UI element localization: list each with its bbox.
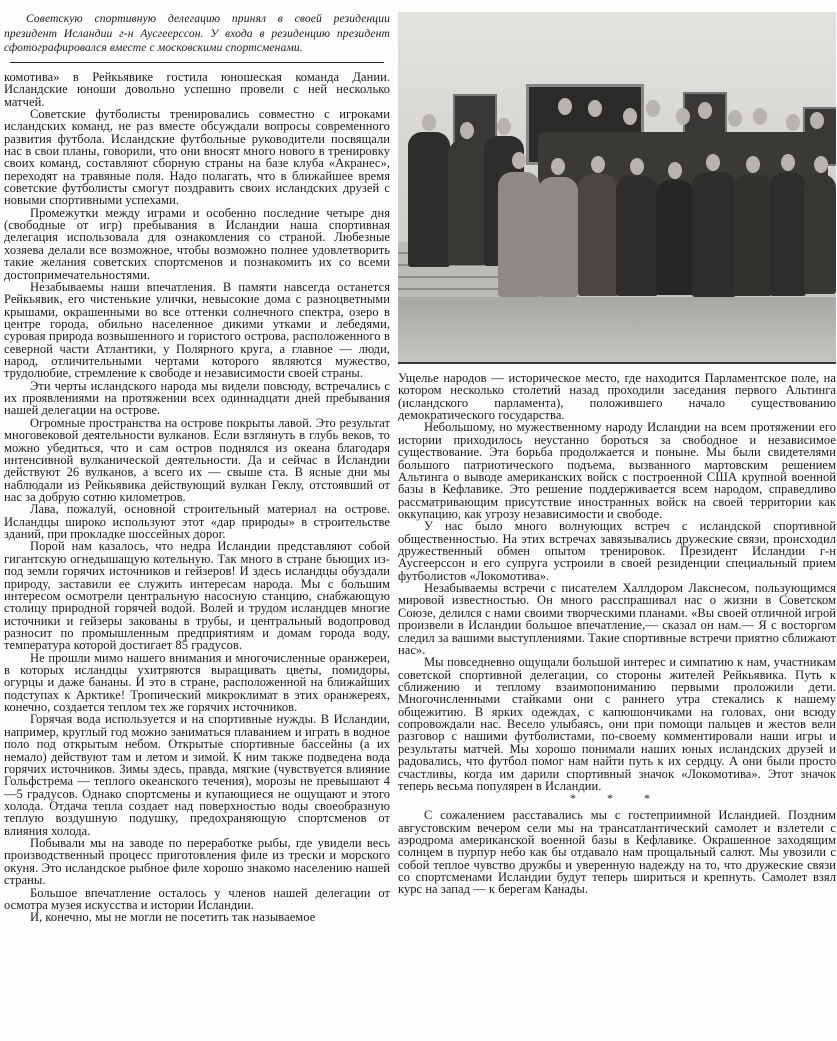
paragraph: комотива» в Рейкьявике гостила юношеская команда Дании. Исландские юноши довольно успешно провели с ней несколько матчей. <box>4 69 390 109</box>
paragraph: У нас было много волнующих встреч с исландской спортивной общественностью. На этих встречах завязывались дружеские связи, происходил дружественный обмен опытом тренировок. Президент Исландии г-н Аусгеерссон и его супруга устроили в своей резиденции специальный прием футболистов «Локомотива». <box>398 519 836 583</box>
right-column-text <box>398 372 836 896</box>
photo-caption <box>4 12 390 56</box>
paragraph: И, конечно, мы не могли не посетить так называемое <box>30 910 316 925</box>
paragraph: Лава, пожалуй, основной строительный материал на острове. Исландцы широко используют этот «дар природы» в строительстве зданий, при прокладке шоссейных дорог. <box>4 502 390 542</box>
paragraph: Небольшому, но мужественному народу Исландии на всем протяжении его истории приходилось неустанно бороться за свободное и независимое существование. Эта борьба продолжается и поныне. Мы были свидетелями большого патриотического подъема, вызванного мартовским решением Альтинга о выводе американских войск с построенной США крупной военной базы в Кефлавике. Это решение поддерживается всем народом, справедливо рассматривающим присутствие иностранных войск на своей территории как оккупацию, как угрозу независимости и свободе. <box>398 420 836 521</box>
paragraph: Промежутки между играми и особенно последние четыре дня (свободные от игр) пребывания в Исландии наша спортивная делегация использовала для ознакомления со страной. Любезные хозяева делали все возможное, чтобы возможно полнее удовлетворить такие желания советских спортсменов и познакомить их со всеми достопримечательностями. <box>4 205 390 282</box>
paragraph: Ущелье народов — историческое место, где находится Парламентское поле, на котором несколько столетий назад проходили заседания первого Альтинга (исландского парламента), положившего начало существованию демократического государства. <box>398 371 836 423</box>
paragraph: Большое впечатление осталось у членов нашей делегации от осмотра музея искусства и истории Исландии. <box>4 885 390 912</box>
photo-caption-text: Советскую спортивную делегацию принял в своей резиденции президент Исландии г-н Аусгеерссон. У входа в резиденцию президент сфотографировался вместе с московскими спортсменами. <box>4 12 390 55</box>
paragraph: Незабываемы встречи с писателем Халлдором Лакснесом, пользующимся мировой известностью. Он много расспрашивал нас о жизни в Советском Союзе, делился с нами своими творческими планами. «Вы своей отличной игрой произвели в Исландии большое впечатление,— сказал он нам.— Я с восторгом следил за вашими выступлениями. Такие спортивные встречи приятно сближают нас». <box>398 581 836 657</box>
photo-crowd <box>398 102 836 307</box>
paragraph: Не прошли мимо нашего внимания и многочисленные оранжереи, в которых исландцы ухитряются выращивать цветы, помидоры, огурцы и даже бананы. И это в стране, расположенной на ближайших подступах к Арктике! Тропический микроклимат в этих оранжереях, конечно, создается теплом тех же горячих источников. <box>4 650 390 715</box>
paragraph: Горячая вода используется и на спортивные нужды. В Исландии, например, круглый год можно заниматься плаванием и играть в водное поло под открытым небом. Открытые спортивные бассейны (а их немало) действуют там и летом и зимой. К ним также подведена вода горячих источников. Зимы здесь, правда, мягкие (чувствуется влияние Гольфстрема — теплого океанского течения), морозы не превышают 4—5 градусов. Однако спортсмены и купающиеся не ощущают и этого холода. Отдача тепла создает над поверхностью воды своеобразную теплую воздушную подушку, предохраняющую спортсменов от влияния холода. <box>4 712 390 838</box>
paragraph: Незабываемы наши впечатления. В памяти навсегда останется Рейкьявик, его чистенькие улички, невысокие дома с разноцветными крышами, окрашенными во все оттенки солнечного спектра, озеро в центре города, обильно населенное дикими утками и лебедями, суровая природа возвышенного и гористого острова, расположенного в северной части Атлантики, у Полярного круга, а главное — люди, народ, отличительными чертами которого являются мужество, трудолюбие, стремление к свободе и независимости своей страны. <box>4 279 390 381</box>
paragraph: Побывали мы на заводе по переработке рыбы, где увидели весь производственный процесс приготовления филе из трески и морского окуня. Это исландское рыбное филе хорошо знакомо населению нашей страны. <box>4 836 390 888</box>
left-column <box>4 12 390 924</box>
section-break: * * * <box>570 791 664 806</box>
paragraph: Эти черты исландского народа мы видели повсюду, встречались с их проявлениями на протяжении всех одиннадцати дней пребывания нашей делегации на острове. <box>4 378 390 418</box>
paragraph: Порой нам казалось, что недра Исландии представляют собой гигантскую огнедышащую котельную. Так много в стране бьющих из-под земли горячих источников и гейзеров! И здесь исландцы обуздали природу, заставили ее служить интересам народа. Мы с большим интересом осмотрели центральную насосную станцию, снабжающую столицу природной горячей водой. Волей и трудом исландцев многие источники и гейзеры закованы в трубы, и центральный водопровод разносит по промышленным предприятиям и домам города воду, температура которой достигает 85 градусов. <box>4 539 390 653</box>
caption-separator <box>10 62 384 63</box>
paragraph: Мы повседневно ощущали большой интерес и симпатию к нам, участникам советской спортивной делегации, со стороны жителей Рейкьявика. Путь к сближению и теплому взаимопониманию первыми проложили дети. Многочисленными стайками они с раннего утра стекались к нашему общежитию. В ярких одеждах, с капюшончиками на головах, они всюду сопровождали нас. Весело улыбаясь, они при помощи пальцев и жестов вели разговор с нашими футболистами, по-своему комментировали наши игры и результаты матчей. Мы хорошо понимали наших юных исландских друзей и радовались, что футбол помог нам найти путь к их сердцу. А они были просто счастливы, когда им дарили спортивный значок «Локомотива». Этот значок теперь весьма популярен в Исландии. <box>398 655 836 793</box>
left-column-text <box>4 71 390 924</box>
paragraph: С сожалением расставались мы с гостеприимной Исландией. Поздним августовским вечером сели мы на трансатлантический самолет и взлетели с аэродрома американской военной базы в Кефлавике. Окрашенное заходящим солнцем в пурпур небо как бы отдавало нам прощальный салют. Мы увозили с собой теплое чувство дружбы и уверенную надежду на то, что дружеские связи со спортсменами Исландии будут теперь шириться и крепнуть. Самолет взял курс на запад — к берегам Канады. <box>398 808 836 897</box>
paragraph: Огромные пространства на острове покрыты лавой. Это результат многовековой деятельности вулканов. Если взглянуть в глубь веков, то можно убедиться, что и сам остров поднялся из океана благодаря интенсивной вулканической деятельности. Да и сейчас в Исландии действуют 26 вулканов, а всего их — свыше ста. В ясные дни мы наблюдали из Рейкьявика действующий вулкан Геклу, отстоявший от нас за добрую сотню километров. <box>4 415 390 504</box>
paragraph: Советские футболисты тренировались совместно с игроками исландских команд, не раз вместе обсуждали вопросы современного развития футбола. Исландские футбольные руководители посвящали нас в свои планы, говорили, что они вносят много нового в тренировку своих команд, составляют сборную страны на базе клуба «Акранес», переходят на травяные поля. Надо полагать, что в ближайшее время советские футболисты смогут поздравить своих исландских друзей с новыми спортивными успехами. <box>4 106 390 208</box>
group-photo <box>398 12 836 364</box>
right-column <box>398 12 836 896</box>
